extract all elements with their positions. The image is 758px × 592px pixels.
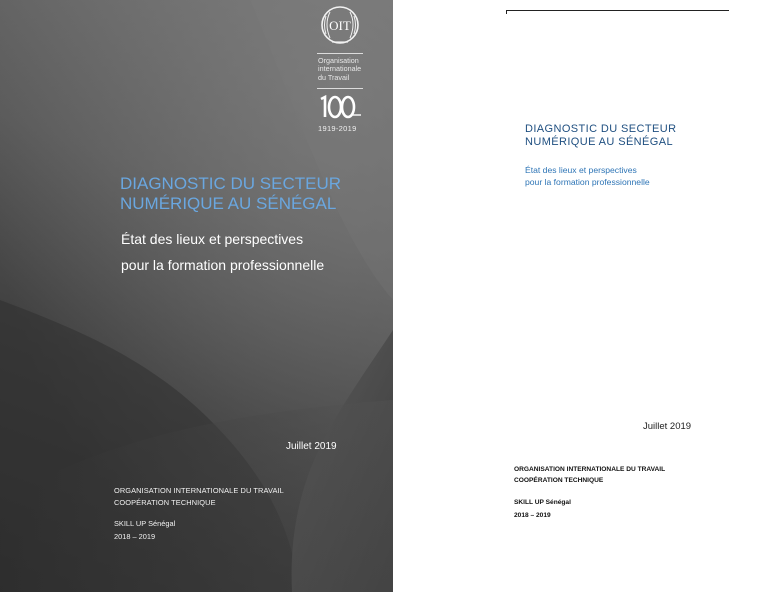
cover-subtitle-line: pour la formation professionnelle (121, 257, 325, 273)
header-rule (506, 10, 729, 11)
cover-date: Juillet 2019 (286, 441, 337, 452)
cover-project-years: 2018 – 2019 (114, 531, 156, 541)
cover-subtitle (121, 226, 381, 278)
centenary-100-icon (318, 95, 362, 119)
cover-organization (114, 485, 284, 509)
title-page-subtitle (525, 164, 745, 188)
cover-org-line: ORGANISATION INTERNATIONALE DU TRAVAIL (114, 486, 284, 495)
title-page-project-name: SKILL UP Sénégal (514, 499, 571, 506)
logo-org-line: du Travail (318, 72, 350, 82)
cover-title (120, 174, 380, 214)
title-page-project (514, 497, 571, 522)
cover-org-line: COOPÉRATION TECHNIQUE (114, 498, 216, 507)
title-page-org-line: COOPÉRATION TECHNIQUE (514, 476, 604, 484)
title-page-org-line: ORGANISATION INTERNATIONALE DU TRAVAIL (514, 466, 666, 473)
logo-org-line: internationale (318, 64, 362, 74)
logo-divider-bottom (317, 88, 363, 89)
title-page-project-years: 2018 – 2019 (514, 511, 551, 519)
logo-org-line: Organisation (318, 56, 359, 65)
logo-divider-top (317, 53, 363, 54)
title-page-title-line: DIAGNOSTIC DU SECTEUR (525, 123, 677, 135)
ilo-logo-letters: OIT (329, 18, 351, 33)
title-page-date: Juillet 2019 (643, 421, 692, 432)
title-page (393, 0, 758, 592)
title-page-subtitle-line: État des lieux et perspectives (525, 165, 637, 175)
cover-subtitle-line: État des lieux et perspectives (121, 231, 304, 247)
header-rule-tick (506, 10, 507, 14)
title-page-title-line: NUMÉRIQUE AU SÉNÉGAL (525, 136, 673, 148)
title-page-organization (514, 465, 665, 486)
cover-project-name: SKILL UP Sénégal (114, 519, 176, 528)
cover-project (114, 518, 175, 543)
title-page-title (525, 123, 745, 149)
logo-org-name (318, 57, 378, 82)
cover-title-line: DIAGNOSTIC DU SECTEUR (120, 174, 342, 193)
title-page-subtitle-line: pour la formation professionnelle (525, 177, 650, 187)
centenary-years: 1919-2019 (318, 124, 357, 133)
cover-title-line: NUMÉRIQUE AU SÉNÉGAL (120, 194, 337, 213)
ilo-emblem-icon (316, 4, 364, 48)
